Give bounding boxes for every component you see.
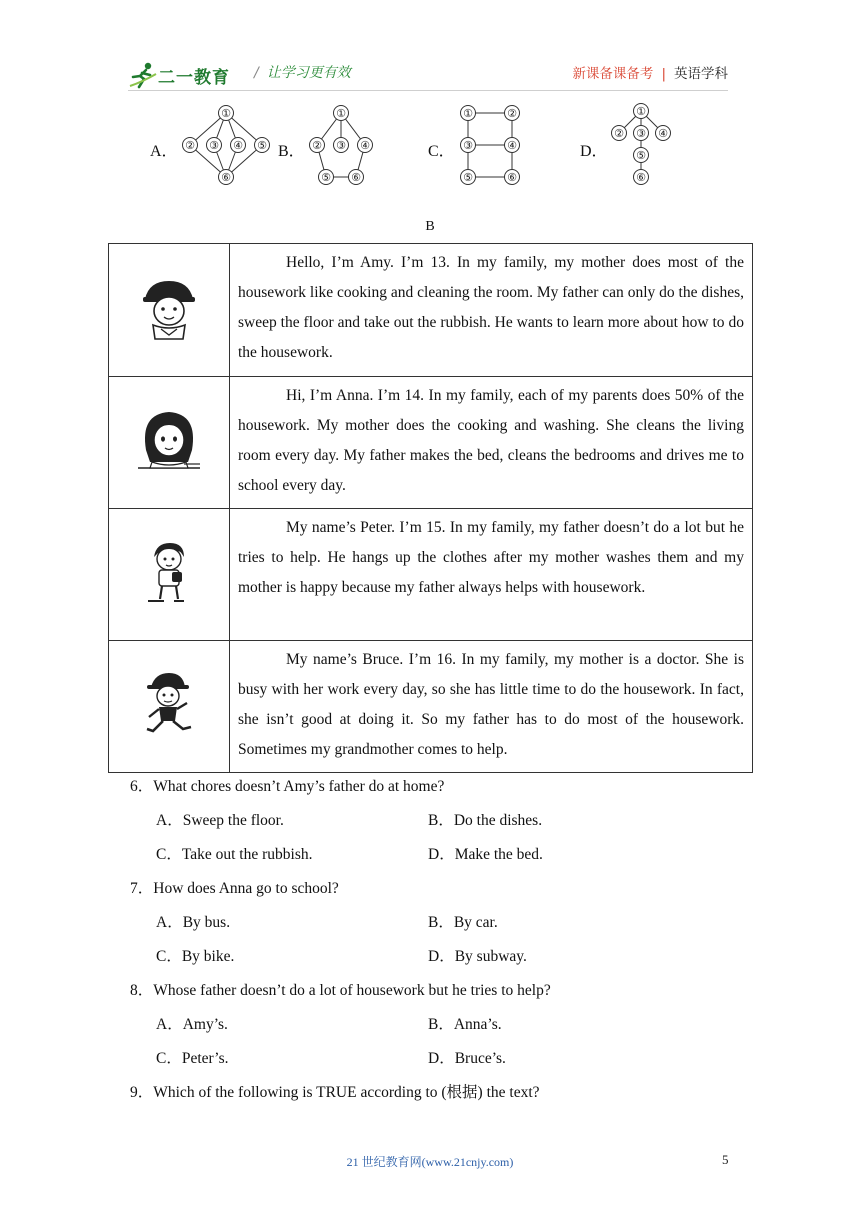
option-c-diagram <box>456 100 526 195</box>
choice: C．By bike. <box>156 948 235 965</box>
logo <box>128 60 240 90</box>
node-1: ① <box>463 107 473 120</box>
portrait-cell <box>109 641 230 773</box>
node-3: ③ <box>463 139 473 152</box>
runner-logo-icon <box>128 60 158 90</box>
slogan-text: 让学习更有效 <box>266 65 351 81</box>
logo-text: 二一教育 <box>158 68 230 88</box>
option-d-diagram <box>606 100 676 195</box>
node-4: ④ <box>233 139 243 152</box>
option-a-label: A． <box>150 143 178 160</box>
node-1: ① <box>221 107 231 120</box>
header-subject-label: 英语学科 <box>674 66 728 82</box>
slogan: / 让学习更有效 <box>254 65 351 81</box>
node-2: ② <box>185 139 195 152</box>
choice-row <box>130 906 730 940</box>
portrait-cell <box>109 509 230 641</box>
table-row <box>109 641 753 773</box>
choice: B．Anna’s. <box>428 1016 502 1033</box>
option-d-label: D． <box>580 143 608 160</box>
node-5: ⑤ <box>636 149 646 162</box>
option-b-label: B． <box>278 143 305 160</box>
choice-row <box>130 838 730 872</box>
boy-standing-icon <box>144 539 194 605</box>
node-5: ⑤ <box>463 171 473 184</box>
footer-site[interactable]: 21 世纪教育网(www.21cnjy.com) <box>346 1155 514 1169</box>
choice: D．By subway. <box>428 948 527 965</box>
table-row <box>109 377 753 509</box>
choice: B．Do the dishes. <box>428 812 543 829</box>
portrait-cell <box>109 244 230 377</box>
choice-row <box>130 1008 730 1042</box>
page-header <box>128 56 728 92</box>
option-c-label: C． <box>428 143 455 160</box>
node-4: ④ <box>360 139 370 152</box>
node-5: ⑤ <box>321 171 331 184</box>
choice-row <box>130 804 730 838</box>
node-6: ⑥ <box>221 171 231 184</box>
choice: B．By car. <box>428 914 498 931</box>
section-label: B <box>425 219 435 234</box>
node-2: ② <box>312 139 322 152</box>
question-stem: 8．Whose father doesn’t do a lot of housework but he tries to help? <box>130 982 551 999</box>
girl-long-hair-icon <box>134 406 204 474</box>
node-5: ⑤ <box>257 139 267 152</box>
node-4: ④ <box>507 139 517 152</box>
page-number: 5 <box>722 1152 729 1167</box>
node-1: ① <box>636 105 646 118</box>
header-subject <box>572 62 728 82</box>
header-divider <box>128 90 728 91</box>
choice: A．By bus. <box>156 914 231 931</box>
questions <box>130 770 730 1110</box>
choice: D．Bruce’s. <box>428 1050 506 1067</box>
node-6: ⑥ <box>636 171 646 184</box>
node-1: ① <box>336 107 346 120</box>
choice-row <box>130 940 730 974</box>
node-6: ⑥ <box>351 171 361 184</box>
choice: D．Make the bed. <box>428 846 543 863</box>
choice-row <box>130 1042 730 1076</box>
boy-running-icon <box>141 671 197 737</box>
header-tagline: 新课备课备考 <box>572 66 654 82</box>
question-stem: 7．How does Anna go to school? <box>130 880 339 897</box>
portrait-cell <box>109 377 230 509</box>
choice: C．Take out the rubbish. <box>156 846 313 863</box>
question-stem: 9．Which of the following is TRUE according to (根据) the text? <box>130 1084 540 1101</box>
choice: C．Peter’s. <box>156 1050 229 1067</box>
choice: A．Amy’s. <box>156 1016 228 1033</box>
node-2: ② <box>507 107 517 120</box>
girl-hat-icon <box>139 273 199 343</box>
reading-table <box>108 243 753 773</box>
option-a-diagram <box>178 100 274 195</box>
node-3: ③ <box>336 139 346 152</box>
node-4: ④ <box>658 127 668 140</box>
amy-text: Hello, I’m Amy. I’m 13. In my family, my mother does most of the housework like cooking and cleaning the room. My father can only do the dishes, sweep the floor and take out the rubbish. He wants to learn more about how to do the housework. <box>230 244 753 377</box>
table-row <box>109 509 753 641</box>
peter-text: My name’s Peter. I’m 15. In my family, my father doesn’t do a lot but he tries to help. He hangs up the clothes after my mother washes them and my mother is happy because my father always helps with housework. <box>230 509 753 641</box>
option-b-diagram <box>306 100 376 195</box>
node-3: ③ <box>636 127 646 140</box>
question-stem: 6．What chores doesn’t Amy’s father do at home? <box>130 778 445 795</box>
node-6: ⑥ <box>507 171 517 184</box>
bruce-text: My name’s Bruce. I’m 16. In my family, my mother is a doctor. She is busy with her work every day, so she has little time to do the housework. In fact, she isn’t good at doing it. So my father has to do most of the housework. Sometimes my grandmother comes to help. <box>230 641 753 773</box>
node-2: ② <box>614 127 624 140</box>
anna-text: Hi, I’m Anna. I’m 14. In my family, each of my parents does 50% of the housework. My mother does the cooking and washing. She cleans the living room every day. My father makes the bed, cleans the bedrooms and drives me to school every day. <box>230 377 753 509</box>
header-separator: | <box>661 66 666 82</box>
table-row <box>109 244 753 377</box>
choice: A．Sweep the floor. <box>156 812 284 829</box>
diagram-options <box>150 100 690 192</box>
node-3: ③ <box>209 139 219 152</box>
